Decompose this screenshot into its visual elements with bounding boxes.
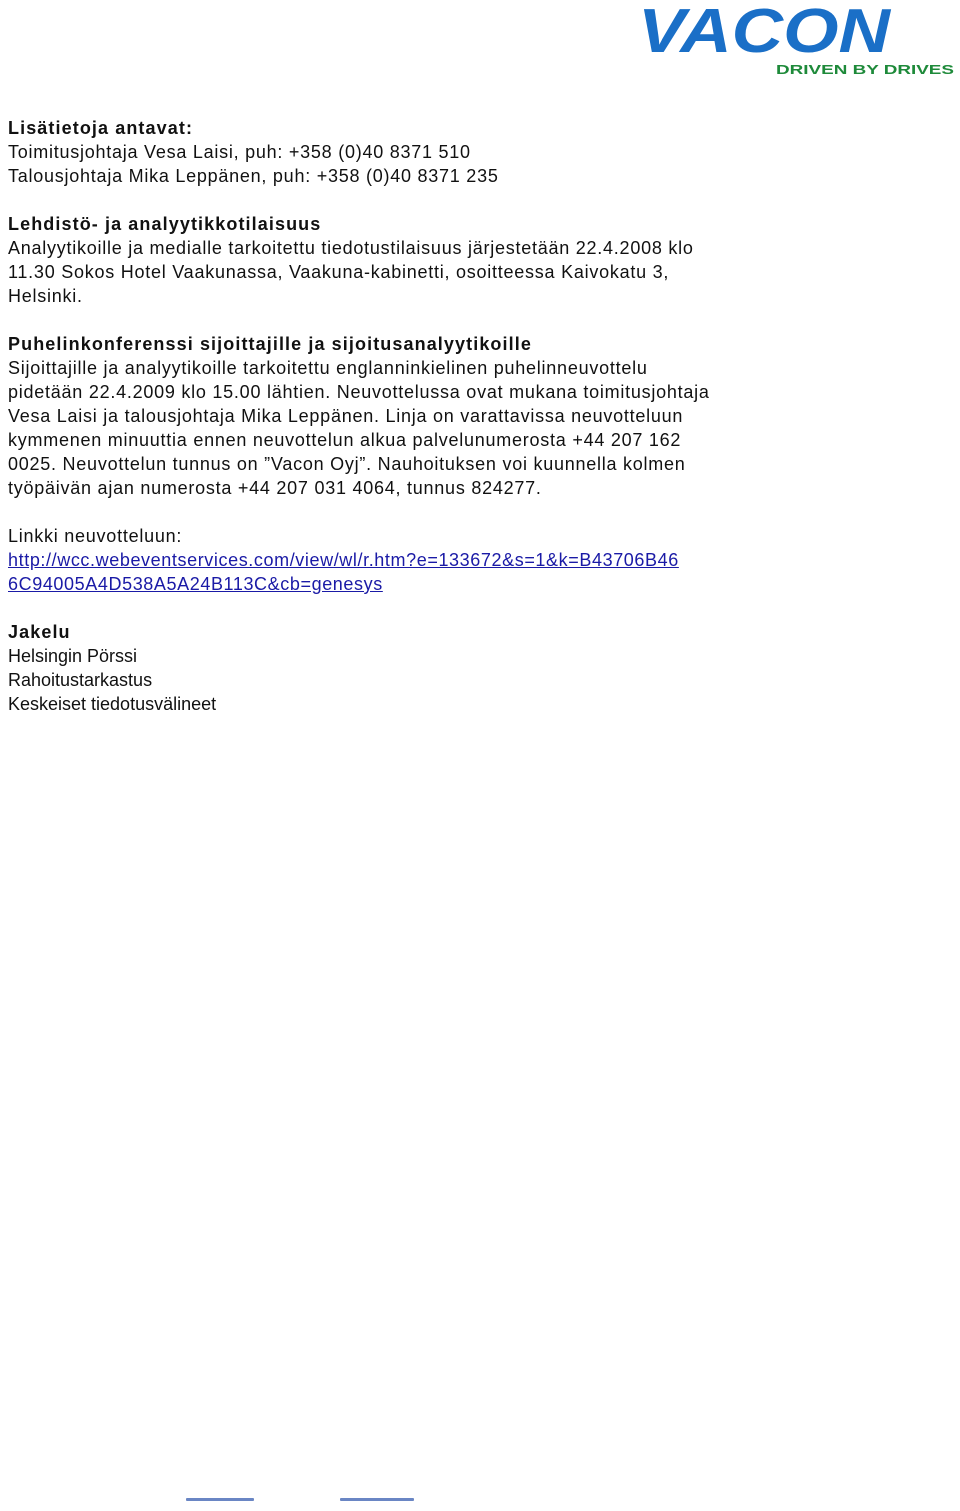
conference-text-line: pidetään 22.4.2009 klo 15.00 lähtien. Neuvottelussa ovat mukana toimitusjohtaja bbox=[8, 382, 710, 402]
distribution-item: Rahoitustarkastus bbox=[8, 670, 153, 690]
conference-link-continued[interactable] bbox=[8, 572, 948, 596]
contacts-heading: Lisätietoja antavat: bbox=[8, 118, 194, 138]
conference-section bbox=[8, 332, 948, 500]
link-label: Linkki neuvotteluun: bbox=[8, 526, 183, 546]
conference-text-line: Sijoittajille ja analyytikoille tarkoitettu englanninkielinen puhelinneuvottelu bbox=[8, 358, 648, 378]
contact-line: Toimitusjohtaja Vesa Laisi, puh: +358 (0)40 8371 510 bbox=[8, 142, 471, 162]
conference-text-line: Vesa Laisi ja talousjohtaja Mika Leppänen. Linja on varattavissa neuvotteluun bbox=[8, 406, 684, 426]
footer-rule-right bbox=[340, 1498, 414, 1501]
contacts-section bbox=[8, 116, 948, 188]
contact-line: Talousjohtaja Mika Leppänen, puh: +358 (0)40 8371 235 bbox=[8, 166, 499, 186]
vacon-logo bbox=[636, 2, 956, 82]
conference-link-line1: http://wcc.webeventservices.com/view/wl/r.htm?e=133672&s=1&k=B43706B46 bbox=[8, 550, 679, 570]
distribution-item: Helsingin Pörssi bbox=[8, 646, 138, 666]
press-heading: Lehdistö- ja analyytikkotilaisuus bbox=[8, 214, 322, 234]
logo-tagline: DRIVEN BY DRIVES bbox=[776, 62, 955, 77]
distribution-item: Keskeiset tiedotusvälineet bbox=[8, 694, 217, 714]
conference-link-line2: 6C94005A4D538A5A24B113C&cb=genesys bbox=[8, 574, 383, 594]
press-release-body bbox=[8, 116, 948, 740]
press-section bbox=[8, 212, 948, 308]
press-text-line: Helsinki. bbox=[8, 286, 83, 306]
conference-heading: Puhelinkonferenssi sijoittajille ja sijoitusanalyytikoille bbox=[8, 334, 532, 354]
conference-link[interactable] bbox=[8, 548, 948, 572]
conference-text-line: työpäivän ajan numerosta +44 207 031 4064, tunnus 824277. bbox=[8, 478, 542, 498]
logo-wordmark: VACON bbox=[638, 2, 892, 66]
distribution-section bbox=[8, 620, 948, 716]
press-text-line: 11.30 Sokos Hotel Vaakunassa, Vaakuna-kabinetti, osoitteessa Kaivokatu 3, bbox=[8, 262, 670, 282]
footer-rule-left bbox=[186, 1498, 254, 1501]
press-text-line: Analyytikoille ja medialle tarkoitettu tiedotustilaisuus järjestetään 22.4.2008 klo bbox=[8, 238, 694, 258]
conference-text-line: 0025. Neuvottelun tunnus on ”Vacon Oyj”. Nauhoituksen voi kuunnella kolmen bbox=[8, 454, 686, 474]
distribution-heading: Jakelu bbox=[8, 622, 71, 642]
conference-text-line: kymmenen minuuttia ennen neuvottelun alkua palvelunumerosta +44 207 162 bbox=[8, 430, 682, 450]
link-section bbox=[8, 524, 948, 596]
